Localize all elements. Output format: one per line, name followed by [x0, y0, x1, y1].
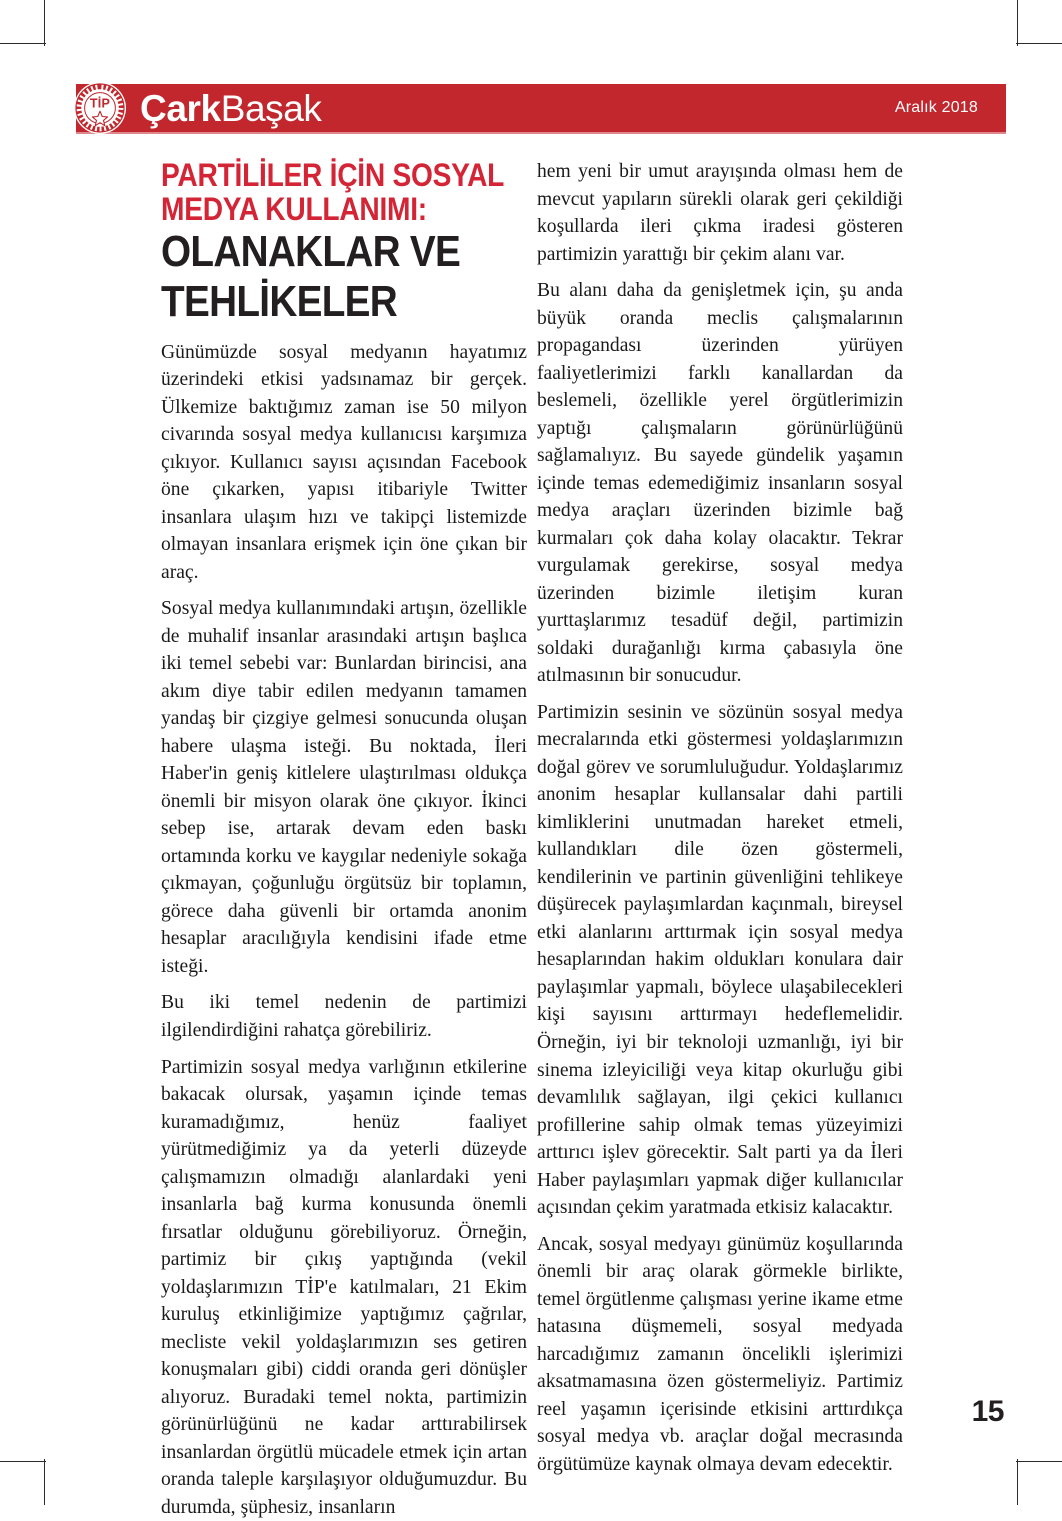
- paragraph: Bu alanı daha da genişletmek için, şu anda büyük oranda meclis çalışmalarının propagandası üzerinden yürüyen faaliyetlerimizi farklı kanallardan da beslemeli, özellikle yerel örgütlerimizin yaptığı çalışmaların görünürlüğünü sağlamalıyız. Bu sayede gündelik yaşamın içinde temas edemediğimiz insanların sosyal medya araçları üzerinden bizimle bağ kurmaları çok daha kolay olacaktır. Tekrar vurgulamak gerekirse, sosyal medya üzerinden bizimle iletişim kuran yurttaşlarımız tesadüf değil, partimizin soldaki durağanlığı kırma çabasıyla öne atılmasının bir sonucudur.: [537, 280, 903, 687]
- paragraph: Bu iki temel nedenin de partimizi ilgilendirdiğini rahatça görebiliriz.: [161, 992, 527, 1041]
- masthead-underline: [76, 132, 1006, 134]
- crop-mark-top-left: [0, 0, 90, 90]
- svg-text:TİP: TİP: [89, 96, 111, 111]
- headline-main-line-2: TEHLİKELER: [161, 276, 398, 326]
- tip-party-emblem-icon: [74, 82, 126, 134]
- crop-mark-top-right: [972, 0, 1062, 90]
- publication-title-strong: Çark: [140, 87, 221, 129]
- paragraph: Sosyal medya kullanımındaki artışın, özellikle de muhalif insanlar arasındaki artışın başlıca iki temel sebebi var: Bunlardan birincisi, ana akım diye tabir edilen medyanın tamamen yandaş bir çizgiye gelmesi sonucunda oluşan habere ulaşma isteği. Bu noktada, İleri Haber'in geniş kitlelere ulaştırılması oldukça önemli bir misyon olarak öne çıkıyor. İkinci sebep ise, artarak devam eden baskı ortamında korku ve kaygılar nedeniyle sokağa çıkmayan, çoğunluğu örgütsüz bir toplamın, görece daha güvenli bir ortamda anonim hesaplar aracılığıyla kendisini ifade etme isteği.: [161, 598, 527, 977]
- headline-kicker-line-1: PARTİLİLER İÇİN SOSYAL: [161, 157, 505, 193]
- paragraph: Partimizin sesinin ve sözünün sosyal medya mecralarında etki göstermesi yoldaşlarımızın doğal görev ve sorumluluğudur. Yoldaşlarımız anonim hesaplar kullansalar dahi partili kimliklerini unutmadan hareket etmeli, kullandıkları dile özen göstermeli, kendilerinin ve partinin güvenliğini tehlikeye düşürecek paylaşımlardan kaçınmalı, bireysel etki alanlarını arttırmak için sosyal medya hesaplarından hakim oldukları konulara dair paylaşımlar yapmalı, böylece ulaşabilecekleri kişi sayısını arttırmayı hedeflemelidir. Örneğin, iyi bir teknoloji uzmanlığı, iyi bir sinema izleyiciliği veya kitap okurluğu gibi devamlılık sağlayan, ilgi çekici kullanıcı profillerine sahip olmak temas yüzeyimizi arttırıcı işlev görecektir. Salt parti ya da İleri Haber paylaşımları yapmak diğer kullanıcılar açısından çekim yaratmada etkisiz kalacaktır.: [537, 701, 903, 1219]
- issue-date: Aralık 2018: [894, 99, 978, 116]
- article-headline: [161, 158, 525, 325]
- headline-kicker-line-2: MEDYA KULLANIMI:: [161, 191, 427, 228]
- paragraph: Günümüzde sosyal medyanın hayatımız üzerindeki etkisi yadsınamaz bir gerçek. Ülkemize baktığımız zaman ise 50 milyon civarında sosyal medya kullanıcısı karşımıza çıkıyor. Kullanıcı sayısı açısından Facebook öne çıkarken, yapısı itibariyle Twitter insanlara ulaşım hızı ve takipçi listemizde olmayan insanlara erişmek için öne çıkan bir araç.: [161, 341, 527, 583]
- crop-mark-bottom-left: [0, 1415, 90, 1505]
- paragraph: hem yeni bir umut arayışında olması hem de mevcut yapıların sürekli olarak geri çekildiği koşullarda ileri çıkma iradesi gösteren partimizin yarattığı bir çekim alanı var.: [537, 161, 903, 265]
- paragraph: Ancak, sosyal medyayı günümüz koşullarında önemli bir araç olarak görmekle birlikte, temel örgütlenme çalışması yerine ikame etme hatasına düşmemeli, sosyal medyada harcadığımız zamanın öncelikli işlerimizi aksatmamasına özen göstermeliyiz. Partimiz reel yaşamın içerisinde etkisini arttırdıkça sosyal medya vb. araçlar doğal mecrasında örgütümüze kaynak olmaya devam edecektir.: [537, 1233, 903, 1475]
- headline-main-line-1: OLANAKLAR VE: [161, 227, 461, 277]
- publication-title: [140, 87, 322, 129]
- masthead-bar: [76, 84, 1006, 132]
- column-left: [161, 158, 527, 1521]
- page-number: 15: [971, 1395, 1004, 1428]
- paragraph: Partimizin sosyal medya varlığının etkilerine bakacak olursak, yaşamın içinde temas kuramadığımız, henüz faaliyet yürütmediğimiz ya da yeterli düzeyde çalışmamızın olmadığı alanlardaki yeni insanlarla bağ kurma konusunda önemli fırsatlar olduğunu görebiliyoruz. Örneğin, partimiz bir çıkış yaptığında (vekil yoldaşlarımızın TİP'e katılmaları, 21 Ekim kuruluş etkinliğimize yaptığımız çağrılar, mecliste vekil yoldaşlarımızın ses getiren konuşmaları gibi) ciddi oranda geri dönüşler alıyoruz. Buradaki temel nokta, partimizin görünürlüğünü ne kadar arttırabilirsek insanlardan örgütlü mücadele etmek için artan oranda taleple karşılaşıyor olduğumuzdur. Bu durumda, şüphesiz, insanların: [161, 1056, 527, 1518]
- publication-title-light: Başak: [220, 87, 322, 129]
- column-right: [537, 158, 903, 1478]
